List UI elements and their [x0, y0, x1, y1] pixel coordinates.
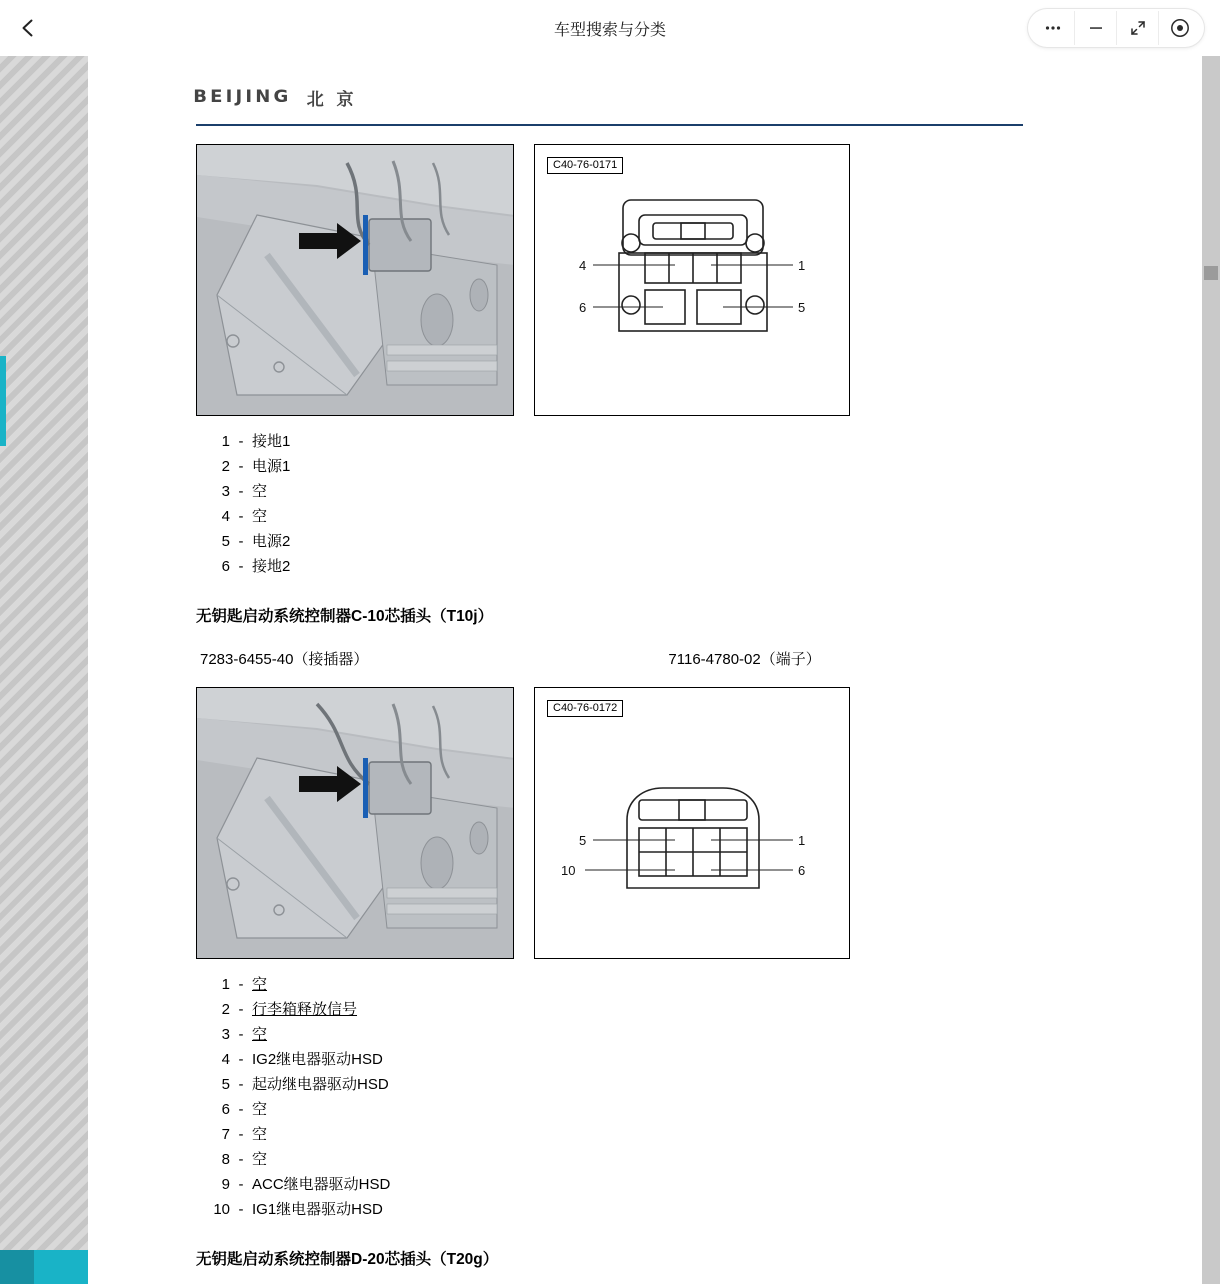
pin-row — [196, 505, 1202, 530]
pin-row — [196, 1098, 1202, 1123]
pin-number: 8 — [221, 1151, 230, 1168]
pin-number: 7 — [221, 1126, 230, 1143]
pin-number: 4 — [221, 1051, 230, 1068]
pin-label: 起动继电器驱动HSD — [252, 1076, 389, 1093]
document-viewer — [88, 56, 1202, 1284]
pin-dash: - — [238, 533, 244, 550]
pin-dash: - — [238, 433, 244, 450]
pin-row — [196, 973, 1202, 998]
pin-row — [196, 455, 1202, 480]
maximize-button[interactable] — [1116, 11, 1158, 45]
pin-row — [196, 1198, 1202, 1223]
maximize-icon — [1128, 18, 1148, 38]
pin-dash: - — [238, 976, 244, 993]
pin-dash: - — [238, 1101, 244, 1118]
connector-2-drawing — [535, 688, 851, 960]
window-title: 车型搜索与分类 — [553, 21, 666, 39]
pin-row — [196, 1073, 1202, 1098]
vertical-scrollbar-thumb[interactable] — [1204, 266, 1218, 280]
pin-number: 5 — [221, 1076, 230, 1093]
pin-dash: - — [238, 508, 244, 525]
connector-1-drawing — [535, 145, 851, 417]
figure-row-2 — [196, 687, 1202, 959]
rail-accent-marker — [0, 356, 6, 446]
pin-row — [196, 1048, 1202, 1073]
connector-diagram-1 — [534, 144, 850, 416]
pin-dash: - — [238, 558, 244, 575]
pin-label: 空 — [252, 1101, 268, 1118]
pin-label: 空 — [252, 976, 268, 993]
svg-text:4: 4 — [579, 258, 587, 273]
pin-number: 5 — [221, 533, 230, 550]
back-button[interactable] — [0, 0, 56, 56]
pin-number: 4 — [221, 508, 230, 525]
svg-text:10: 10 — [561, 863, 576, 878]
minimize-icon — [1086, 18, 1106, 38]
pin-label: 空 — [252, 1151, 268, 1168]
svg-text:6: 6 — [579, 300, 587, 315]
pin-label: 空 — [252, 1126, 268, 1143]
pin-number: 2 — [221, 458, 230, 475]
terminal-part-number: 7116-4780-02（端子） — [668, 651, 821, 668]
app-background — [0, 56, 1220, 1284]
pin-number: 6 — [221, 1101, 230, 1118]
connector-tag-1: C40-76-0171 — [547, 157, 623, 174]
vehicle-photo-2-drawing — [197, 688, 514, 959]
more-options-button[interactable] — [1032, 11, 1074, 45]
connector-diagram-2 — [534, 687, 850, 959]
svg-text:1: 1 — [798, 833, 806, 848]
brand-logo-text: BEIJING — [193, 87, 292, 107]
chevron-left-icon — [16, 16, 40, 40]
window-controls — [1028, 9, 1204, 47]
right-edge — [1202, 56, 1220, 1284]
pin-row — [196, 1123, 1202, 1148]
part-numbers-row-1 — [200, 648, 1202, 669]
more-horizontal-icon — [1043, 18, 1063, 38]
close-icon — [1169, 17, 1191, 39]
figure-row-1 — [196, 144, 1202, 416]
pin-row — [196, 555, 1202, 580]
pin-row — [196, 998, 1202, 1023]
pin-row — [196, 1148, 1202, 1173]
brand-header — [193, 80, 1202, 114]
rail-bottom-accent — [0, 1250, 34, 1284]
pin-list-2 — [196, 973, 1202, 1223]
pin-label: 行李箱释放信号 — [252, 1001, 358, 1018]
left-rail — [0, 56, 88, 1284]
pin-row — [196, 530, 1202, 555]
pin-dash: - — [238, 1126, 244, 1143]
pin-number: 1 — [221, 433, 230, 450]
document-page — [88, 56, 1202, 1269]
pin-label: 接地1 — [252, 433, 291, 450]
pin-label: 空 — [252, 483, 268, 500]
connector-part-number: 7283-6455-40（接插器） — [200, 651, 369, 668]
pin-dash: - — [238, 1201, 244, 1218]
pin-number: 3 — [221, 483, 230, 500]
vehicle-photo-2 — [196, 687, 514, 959]
pin-label: IG1继电器驱动HSD — [252, 1201, 383, 1218]
svg-text:5: 5 — [798, 300, 806, 315]
connector-tag-2: C40-76-0172 — [547, 700, 623, 717]
pin-dash: - — [238, 483, 244, 500]
window-titlebar — [0, 0, 1220, 56]
pin-dash: - — [238, 1001, 244, 1018]
pin-dash: - — [238, 1176, 244, 1193]
svg-text:5: 5 — [579, 833, 587, 848]
pin-number: 6 — [221, 558, 230, 575]
brand-logo-cn: 北 京 — [306, 89, 358, 109]
pin-dash: - — [238, 1076, 244, 1093]
pin-label: IG2继电器驱动HSD — [252, 1051, 383, 1068]
pin-label: 接地2 — [252, 558, 291, 575]
vehicle-photo-1 — [196, 144, 514, 416]
pin-row — [196, 480, 1202, 505]
header-divider — [196, 124, 1023, 126]
minimize-button[interactable] — [1074, 11, 1116, 45]
pin-dash: - — [238, 1151, 244, 1168]
pin-dash: - — [238, 1051, 244, 1068]
pin-row — [196, 430, 1202, 455]
pin-row — [196, 1023, 1202, 1048]
section-title-1: 无钥匙启动系统控制器C-10芯插头（T10j） — [196, 608, 494, 625]
pin-label: 空 — [252, 508, 268, 525]
pin-label: ACC继电器驱动HSD — [252, 1176, 391, 1193]
vehicle-photo-1-drawing — [197, 145, 514, 416]
pin-number: 10 — [213, 1201, 230, 1218]
pin-dash: - — [238, 458, 244, 475]
section-title-2: 无钥匙启动系统控制器D-20芯插头（T20g） — [196, 1251, 499, 1268]
svg-text:6: 6 — [798, 863, 806, 878]
pin-row — [196, 1173, 1202, 1198]
pin-number: 1 — [221, 976, 230, 993]
pin-number: 3 — [221, 1026, 230, 1043]
pin-label: 空 — [252, 1026, 268, 1043]
svg-text:1: 1 — [798, 258, 806, 273]
pin-label: 电源2 — [252, 533, 291, 550]
close-button[interactable] — [1158, 11, 1200, 45]
pin-list-1 — [196, 430, 1202, 580]
pin-number: 9 — [221, 1176, 230, 1193]
pin-label: 电源1 — [252, 458, 291, 475]
rail-bottom-bar — [0, 1250, 88, 1284]
pin-dash: - — [238, 1026, 244, 1043]
pin-number: 2 — [221, 1001, 230, 1018]
